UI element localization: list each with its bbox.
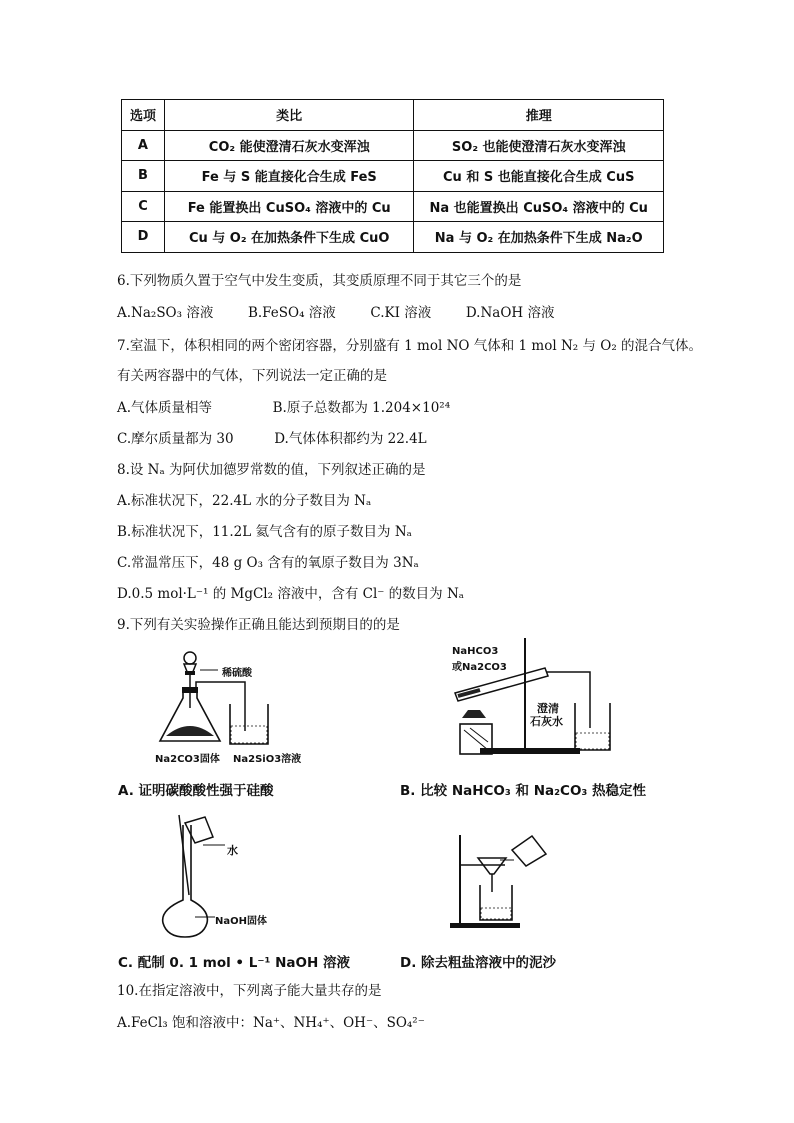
table-cell: Cu 和 S 也能直接化合生成 CuS [414, 161, 664, 192]
table-header-cell: 类比 [164, 100, 414, 131]
table-cell: C [122, 191, 165, 222]
label-nahco3: NaHCO3 [452, 646, 499, 657]
table-cell: Fe 能置换出 CuSO₄ 溶液中的 Cu [164, 191, 414, 222]
label-water: 水 [227, 844, 238, 857]
question-8-option-b: B.标准状况下，11.2L 氦气含有的原子数目为 Nₐ [117, 524, 412, 540]
label-clear: 澄清 [537, 702, 559, 715]
table-row [122, 161, 664, 192]
option-d: D.NaOH 溶液 [465, 305, 555, 321]
label-naoh-solid: NaOH固体 [215, 916, 267, 927]
table-row [122, 191, 664, 222]
question-6-stem: 6.下列物质久置于空气中发生变质，其变质原理不同于其它三个的是 [117, 273, 522, 289]
figure-d-caption: D. 除去粗盐溶液中的泥沙 [400, 955, 557, 971]
table-cell: D [122, 222, 165, 253]
question-7-stem-cont: 有关两容器中的气体，下列说法一定正确的是 [117, 368, 387, 384]
table-cell: Na 与 O₂ 在加热条件下生成 Na₂O [414, 222, 664, 253]
table-cell: A [122, 130, 165, 161]
label-na2sio3-solution: Na2SiO3溶液 [233, 754, 302, 765]
label-dilute-sulfuric-acid: 稀硫酸 [222, 668, 252, 679]
table-cell: Cu 与 O₂ 在加热条件下生成 CuO [164, 222, 414, 253]
question-7-options-ab [117, 396, 450, 416]
table-header-cell: 推理 [414, 100, 664, 131]
question-8-option-c: C.常温常压下，48 g O₃ 含有的氧原子数目为 3Nₐ [117, 555, 419, 571]
option-c: C.摩尔质量都为 30 [117, 431, 234, 447]
option-b: B.FeSO₄ 溶液 [247, 305, 336, 321]
option-a: A.Na₂SO₃ 溶液 [117, 305, 214, 321]
option-c: C.KI 溶液 [370, 305, 432, 321]
table-row [122, 130, 664, 161]
option-a: A.气体质量相等 [117, 400, 213, 416]
question-10-option-a: A.FeCl₃ 饱和溶液中：Na⁺、NH₄⁺、OH⁻、SO₄²⁻ [117, 1015, 425, 1031]
figure-a-caption: A. 证明碳酸酸性强于硅酸 [118, 783, 274, 799]
question-9-stem: 9.下列有关实验操作正确且能达到预期目的的是 [117, 617, 400, 633]
question-7-stem: 7.室温下，体积相同的两个密闭容器，分别盛有 1 mol NO 气体和 1 mol N₂ 与 O₂ 的混合气体。 [117, 338, 703, 354]
analogy-table [121, 99, 664, 253]
question-8-stem: 8.设 Nₐ 为阿伏加德罗常数的值，下列叙述正确的是 [117, 462, 426, 478]
question-7-options-cd [117, 427, 427, 447]
label-na2co3-solid: Na2CO3固体 [155, 754, 220, 765]
figure-d-apparatus [450, 830, 560, 930]
figure-c-caption: C. 配制 0. 1 mol • L⁻¹ NaOH 溶液 [118, 955, 350, 971]
question-10-stem: 10.在指定溶液中，下列离子能大量共存的是 [117, 983, 382, 999]
option-d: D.气体体积都约为 22.4L [274, 431, 427, 447]
table-header-cell: 选项 [122, 100, 165, 131]
label-or-na2co3: 或Na2CO3 [452, 662, 507, 673]
table-row [122, 222, 664, 253]
question-8-option-d: D.0.5 mol·L⁻¹ 的 MgCl₂ 溶液中，含有 Cl⁻ 的数目为 Nₐ [117, 586, 464, 602]
table-cell: B [122, 161, 165, 192]
question-6-options [117, 301, 554, 321]
label-limewater: 石灰水 [530, 715, 563, 728]
question-8-option-a: A.标准状况下，22.4L 水的分子数目为 Nₐ [117, 493, 372, 509]
table-header-row [122, 100, 664, 131]
table-cell: Na 也能置换出 CuSO₄ 溶液中的 Cu [414, 191, 664, 222]
table-cell: CO₂ 能使澄清石灰水变浑浊 [164, 130, 414, 161]
table-cell: Fe 与 S 能直接化合生成 FeS [164, 161, 414, 192]
figure-b-caption: B. 比较 NaHCO₃ 和 Na₂CO₃ 热稳定性 [400, 783, 647, 799]
option-b: B.原子总数都为 1.204×10²⁴ [272, 400, 451, 416]
table-cell: SO₂ 也能使澄清石灰水变浑浊 [414, 130, 664, 161]
